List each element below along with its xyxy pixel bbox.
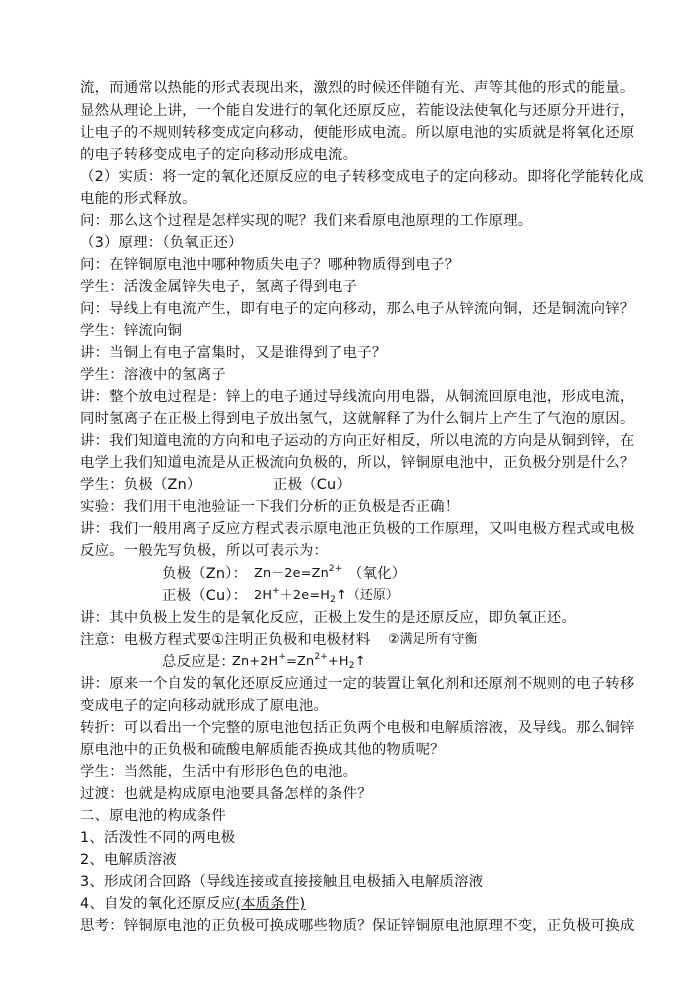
list-item — [80, 894, 620, 914]
paragraph-line: 流，而通常以热能的形式表现出来，激烈的时候还伴随有光、声等其他的形式的能量。 — [80, 80, 635, 96]
section-heading: 二、原电池的构成条件 — [80, 808, 226, 824]
paragraph-line: 问：导线上有电流产生，即有电子的定向移动，那么电子从锌流向铜，还是铜流向锌？ — [80, 301, 635, 317]
paragraph-line: 学生：活泼金属锌失电子，氢离子得到电子 — [80, 279, 358, 295]
equation: $Zn-2e=Zn^{2+}$ — [254, 564, 343, 581]
essential-condition-note: (本质条件) — [235, 896, 306, 912]
paragraph-line: 转折：可以看出一个完整的原电池包括正负两个电极和电解质溶液，及导线。那么铜锌 — [80, 720, 635, 736]
paragraph-line: 反应。一般先写负极，所以可表示为： — [80, 543, 329, 559]
paragraph-line — [80, 475, 620, 495]
paragraph-line: 同时氢离子在正极上得到电子放出氢气，这就解释了为什么铜片上产生了气泡的原因。 — [80, 411, 635, 427]
equation-line — [80, 586, 620, 606]
equation: $2H^++2e=H_2↑$（还原） — [254, 586, 399, 605]
student-answer-negative: 学生：负极（Zn） — [80, 477, 202, 493]
paragraph-line: 学生：锌流向铜 — [80, 323, 183, 339]
paragraph-line: 原电池中的正负极和硫酸电解质能否换成其他的物质呢？ — [80, 742, 445, 758]
paragraph-line: 问：那么这个过程是怎样实现的呢？我们来看原电池原理的工作原理。 — [80, 213, 533, 229]
note-text: 注意：电极方程式要①注明正负极和电极材料 — [80, 632, 371, 648]
paragraph-line: 讲：我们知道电流的方向和电子运动的方向正好相反，所以电流的方向是从铜到锌，在 — [80, 433, 635, 449]
equation-note: （氧化） — [348, 566, 407, 582]
paragraph-line: 学生：溶液中的氢离子 — [80, 367, 226, 383]
total-reaction-label: 总反应是： — [162, 654, 235, 670]
paragraph-line: 的电子转移变成电子的定向移动形成电流。 — [80, 147, 358, 163]
paragraph-line: 让电子的不规则转移变成定向移动，便能形成电流。所以原电池的实质就是将氧化还原 — [80, 125, 635, 141]
paragraph-line: 实验：我们用干电池验证一下我们分析的正负极是否正确！ — [80, 499, 460, 515]
paragraph-line: 讲：整个放电过程是：锌上的电子通过导线流向用电器，从铜流回原电池，形成电流， — [80, 389, 635, 405]
paragraph-line: 思考：锌铜原电池的正负极可换成哪些物质？保证锌铜原电池原理不变，正负极可换成 — [80, 918, 635, 934]
paragraph-line: 讲：当铜上有电子富集时，又是谁得到了电子？ — [80, 345, 387, 361]
paragraph-line: 讲：其中负极上发生的是氧化反应，正极上发生的是还原反应，即负氧正还。 — [80, 610, 577, 626]
list-item: 1、活泼性不同的两电极 — [80, 830, 236, 846]
paragraph-line: 电学上我们知道电流是从正极流向负极的，所以，锌铜原电池中，正负极分别是什么？ — [80, 455, 635, 471]
paragraph-line: （2）实质：将一定的氧化还原反应的电子转移变成电子的定向移动。即将化学能转化成 — [80, 169, 644, 185]
note-text: ②满足所有守衡 — [388, 632, 478, 647]
equation: $Zn+2H^+=Zn^{2+}+H_2↑$ — [232, 652, 366, 671]
list-item-text: 4、自发的氧化还原反应 — [80, 896, 236, 912]
paragraph-line: 学生：当然能，生活中有形形色色的电池。 — [80, 764, 358, 780]
paragraph-line: 变成电子的定向移动就形成了原电池。 — [80, 698, 329, 714]
paragraph-line: 问：在锌铜原电池中哪种物质失电子？哪种物质得到电子？ — [80, 257, 460, 273]
section-heading: （3）原理：（负氧正还） — [80, 235, 243, 251]
paragraph-line — [80, 630, 620, 650]
electrode-label: 负极（Zn）： — [162, 566, 248, 582]
paragraph-line: 显然从理论上讲，一个能自发进行的氧化还原反应，若能设法使氧化与还原分开进行， — [80, 103, 635, 119]
paragraph-line: 讲：原来一个自发的氧化还原反应通过一定的装置让氧化剂和还原剂不规则的电子转移 — [80, 676, 635, 692]
equation-line — [80, 564, 620, 584]
list-item: 2、电解质溶液 — [80, 852, 177, 868]
paragraph-line: 过渡：也就是构成原电池要具备怎样的条件？ — [80, 786, 372, 802]
paragraph-line: 电能的形式释放。 — [80, 191, 197, 207]
electrode-label: 正极（Cu）： — [162, 588, 248, 604]
list-item: 3、形成闭合回路（导线连接或直接接触且电极插入电解质溶液 — [80, 874, 484, 890]
equation-line — [80, 652, 620, 672]
student-answer-positive: 正极（Cu） — [273, 477, 351, 493]
paragraph-line: 讲：我们一般用离子反应方程式表示原电池正负极的工作原理，又叫电极方程式或电极 — [80, 521, 635, 537]
